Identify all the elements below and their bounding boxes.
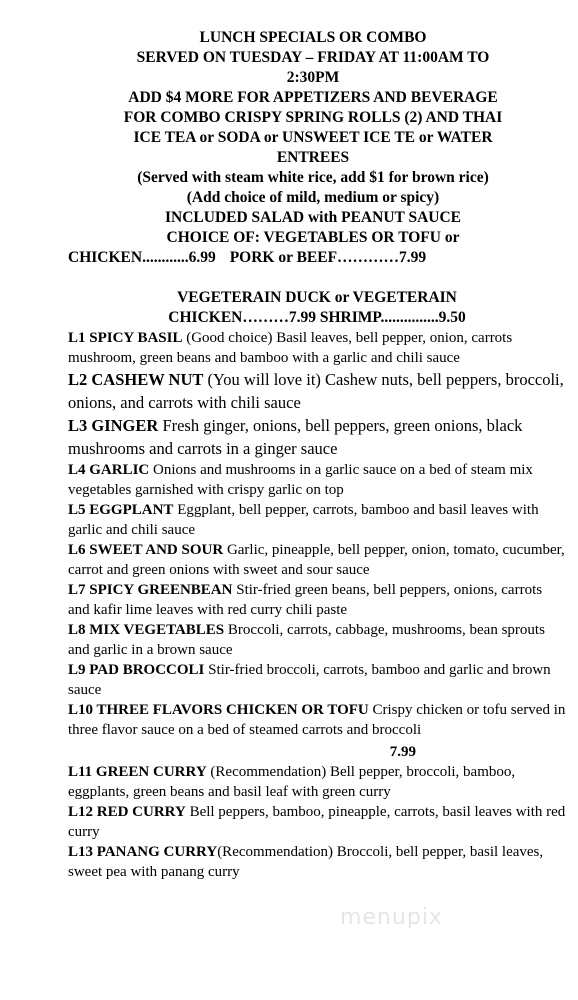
header-line: (Add choice of mild, medium or spicy) bbox=[186, 189, 440, 206]
item-name: L6 SWEET AND SOUR bbox=[68, 542, 224, 558]
veg-line: VEGETERAIN DUCK or VEGETERAIN bbox=[177, 289, 457, 306]
menu-item bbox=[68, 620, 566, 660]
item-description: Eggplant, bell pepper, carrots, bamboo and basil leaves with garlic and chili sauce bbox=[68, 502, 539, 538]
item-description: Stir-fried broccoli, carrots, bamboo and garlic and brown sauce bbox=[68, 662, 551, 698]
header-line: INCLUDED SALAD with PEANUT SAUCE bbox=[165, 209, 461, 226]
header-line: (Served with steam white rice, add $1 for brown rice) bbox=[137, 169, 489, 186]
protein-prices bbox=[68, 248, 566, 268]
spacer bbox=[68, 268, 566, 288]
item-name: L12 RED CURRY bbox=[68, 804, 186, 820]
item-name: L7 SPICY GREENBEAN bbox=[68, 582, 233, 598]
pork-beef-price: PORK or BEEF…………7.99 bbox=[229, 249, 427, 266]
header-line: SERVED ON TUESDAY – FRIDAY AT 11:00AM TO bbox=[136, 49, 490, 66]
menu-item bbox=[68, 762, 566, 802]
header-line: LUNCH SPECIALS OR COMBO bbox=[199, 29, 427, 46]
item-name: L9 PAD BROCCOLI bbox=[68, 662, 205, 678]
item-name: L10 THREE FLAVORS CHICKEN OR TOFU bbox=[68, 702, 369, 718]
item-description: (You will love it) Cashew nuts, bell peppers, broccoli, onions, and carrots with chili sauce bbox=[68, 370, 564, 412]
veg-line: CHICKEN………7.99 SHRIMP...............9.50 bbox=[168, 309, 466, 326]
item-description: Broccoli, carrots, cabbage, mushrooms, bean sprouts and garlic in a brown sauce bbox=[68, 622, 545, 658]
watermark: menupix bbox=[340, 905, 443, 930]
item-description: Crispy chicken or tofu served in three flavor sauce on a bed of steamed carrots and broccoli bbox=[68, 702, 566, 738]
item-description: Garlic, pineapple, bell pepper, onion, tomato, cucumber, carrot and green onions with sweet and sour sauce bbox=[68, 542, 565, 578]
menu-item bbox=[68, 700, 566, 740]
vegetarian-prices bbox=[68, 288, 566, 328]
header-line: FOR COMBO CRISPY SPRING ROLLS (2) AND THAI bbox=[123, 109, 503, 126]
header-line: CHOICE OF: VEGETABLES OR TOFU or bbox=[166, 229, 460, 246]
item-name: L1 SPICY BASIL bbox=[68, 330, 183, 346]
menu-item bbox=[68, 660, 566, 700]
item-description: Onions and mushrooms in a garlic sauce on a bed of steam mix vegetables garnished with crispy garlic on top bbox=[68, 462, 533, 498]
menu-item bbox=[68, 842, 566, 882]
menu-item bbox=[68, 368, 566, 414]
item-description: (Recommendation) Bell pepper, broccoli, bamboo, eggplants, green beans and basil leaf with green curry bbox=[68, 764, 516, 800]
item-name: L13 PANANG CURRY bbox=[68, 844, 218, 860]
item-description: (Good choice) Basil leaves, bell pepper, onion, carrots mushroom, green beans and bamboo with a garlic and chili sauce bbox=[68, 330, 513, 366]
item-name: L4 GARLIC bbox=[68, 462, 150, 478]
menu-items bbox=[68, 328, 566, 882]
item-description: Fresh ginger, onions, bell peppers, green onions, black mushrooms and carrots in a ginger sauce bbox=[68, 416, 523, 458]
menu-header bbox=[60, 28, 566, 248]
header-line: ICE TEA or SODA or UNSWEET ICE TE or WATER bbox=[133, 129, 493, 146]
item-description: Bell peppers, bamboo, pineapple, carrots, basil leaves with red curry bbox=[68, 804, 566, 840]
menu-item bbox=[68, 460, 566, 500]
menu-item bbox=[68, 414, 566, 460]
header-line: ENTREES bbox=[276, 149, 350, 166]
item-name: L2 CASHEW NUT bbox=[68, 370, 204, 389]
menu-item bbox=[68, 580, 566, 620]
item-name: L3 GINGER bbox=[68, 416, 159, 435]
header-line: ADD $4 MORE FOR APPETIZERS AND BEVERAGE bbox=[128, 89, 498, 106]
menu-item bbox=[68, 802, 566, 842]
header-line: 2:30PM bbox=[286, 69, 340, 86]
item-name: L11 GREEN CURRY bbox=[68, 764, 207, 780]
item-description: Stir-fried green beans, bell peppers, onions, carrots and kafir lime leaves with red curry chili paste bbox=[68, 582, 543, 618]
menu-item bbox=[68, 500, 566, 540]
item-name: L8 MIX VEGETABLES bbox=[68, 622, 225, 638]
item-description: (Recommendation) Broccoli, bell pepper, basil leaves, sweet pea with panang curry bbox=[68, 844, 544, 880]
curry-price: 7.99 bbox=[389, 744, 416, 760]
item-name: L5 EGGPLANT bbox=[68, 502, 174, 518]
chicken-price: CHICKEN............6.99 bbox=[68, 249, 216, 266]
menu-item bbox=[68, 540, 566, 580]
menu-item bbox=[68, 328, 566, 368]
